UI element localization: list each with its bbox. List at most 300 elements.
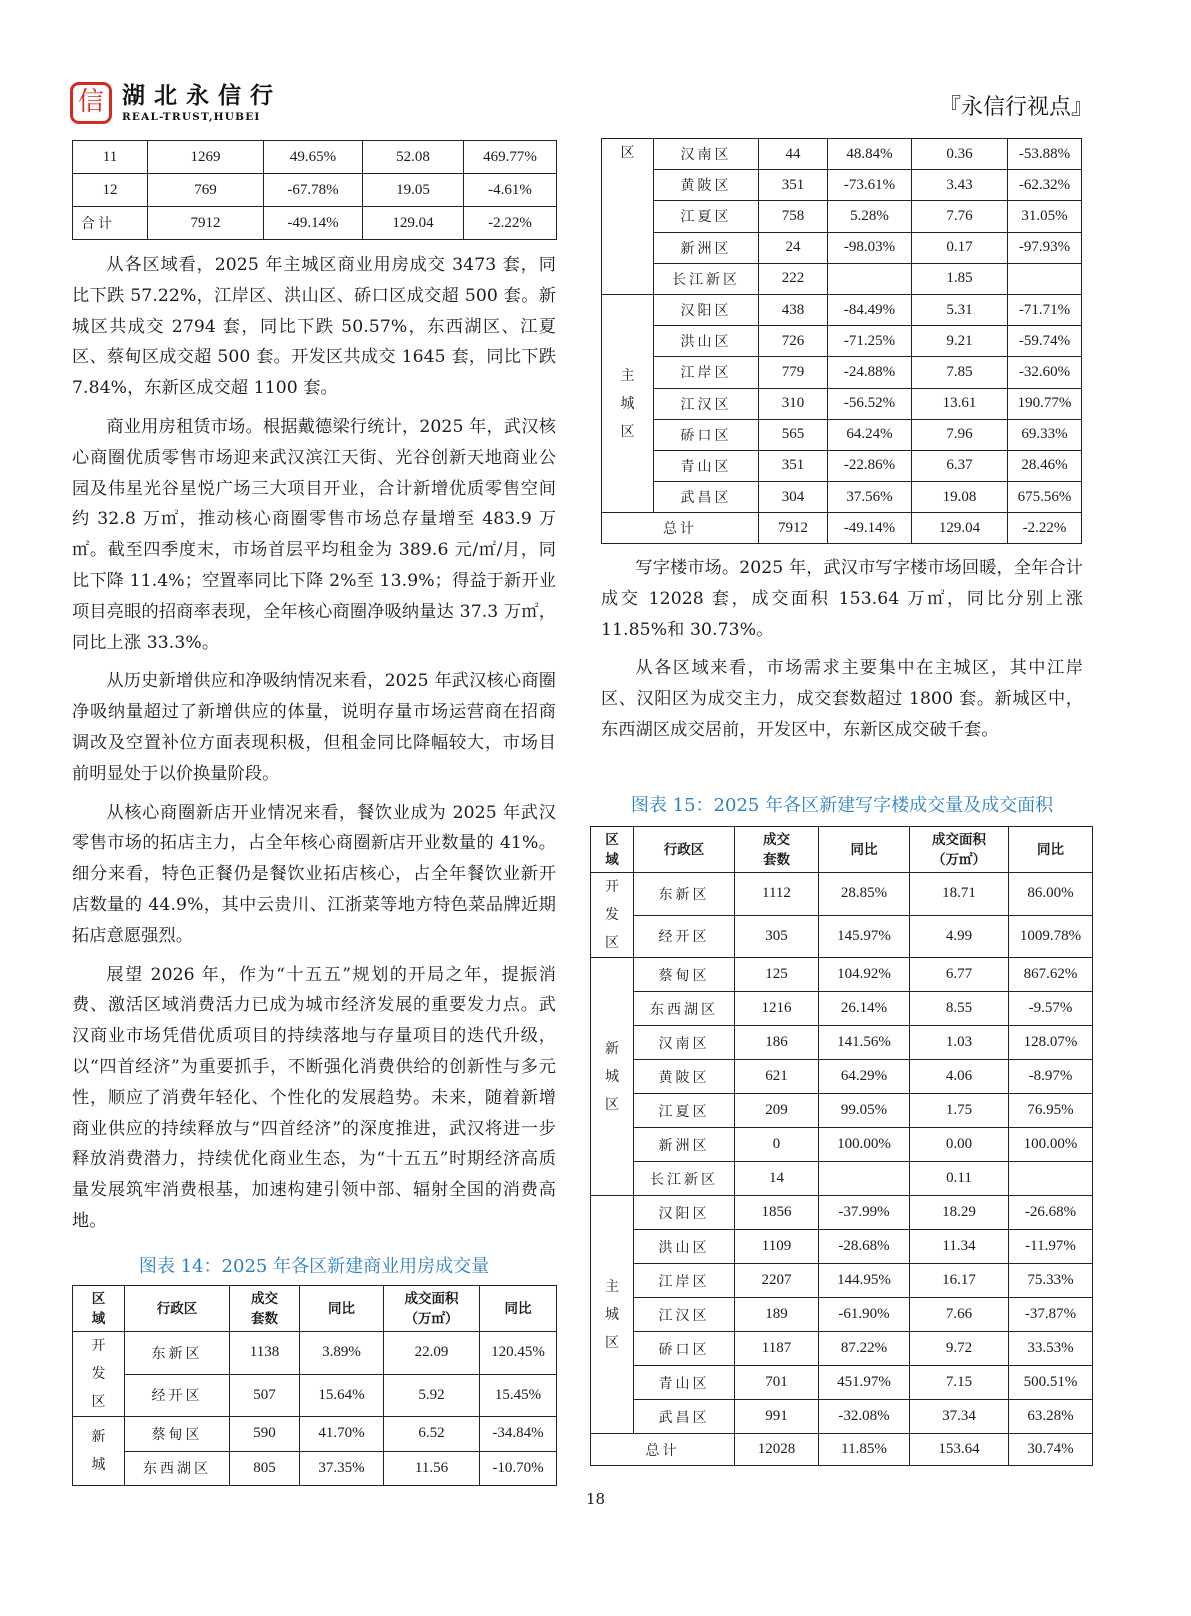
district-header — [125, 1286, 230, 1332]
value-cell: 16.17 — [910, 1264, 1009, 1298]
value-cell: 15.45% — [480, 1374, 557, 1417]
value-cell: 19.05 — [363, 174, 464, 207]
value-cell: 451.97% — [819, 1366, 910, 1400]
value-cell: 5.92 — [384, 1374, 480, 1417]
value-cell: 1138 — [230, 1332, 300, 1375]
header-row — [591, 827, 1093, 873]
logo-seal-icon: 信 — [70, 82, 112, 124]
table15 — [590, 826, 1093, 1466]
total-value: 12028 — [735, 1434, 819, 1466]
month-cell: 12 — [73, 174, 148, 207]
value-cell: 1269 — [148, 141, 264, 174]
table-row — [591, 992, 1093, 1026]
district-cell: 汉阳区 — [634, 1196, 735, 1230]
table-row — [591, 1298, 1093, 1332]
district-cell: 江夏区 — [654, 201, 759, 232]
value-cell: -9.57% — [1009, 992, 1093, 1026]
table-row — [73, 1332, 557, 1375]
district-cell: 长江新区 — [634, 1162, 735, 1196]
table-row — [602, 450, 1082, 481]
body-paragraph: 写字楼市场。2025 年，武汉市写字楼市场回暖，全年合计成交 12028 套，成交面积 153.64 万㎡，同比分别上涨 11.85%和 30.73%。 — [601, 558, 1083, 640]
value-cell: -56.52% — [828, 388, 912, 419]
district-cell: 新洲区 — [654, 232, 759, 263]
value-cell: 7.66 — [910, 1298, 1009, 1332]
value-cell: 125 — [735, 958, 819, 992]
value-cell: -71.25% — [828, 326, 912, 357]
region-header-line: 域 — [91, 1310, 106, 1327]
district-cell: 洪山区 — [634, 1230, 735, 1264]
value-cell: 0.00 — [910, 1128, 1009, 1162]
value-cell: 141.56% — [819, 1026, 910, 1060]
table-row — [591, 873, 1093, 916]
value-cell: 11.34 — [910, 1230, 1009, 1264]
value-cell: -37.87% — [1009, 1298, 1093, 1332]
value-cell: 189 — [735, 1298, 819, 1332]
area-header-line: 成交面积 — [932, 831, 986, 848]
region-char: 区 — [91, 1394, 106, 1410]
table-row — [591, 1366, 1093, 1400]
value-cell: 31.05% — [1008, 201, 1082, 232]
table-row — [73, 1451, 557, 1486]
table-row — [602, 232, 1082, 263]
value-cell: 18.29 — [910, 1196, 1009, 1230]
district-cell: 青山区 — [654, 450, 759, 481]
table-row — [591, 1400, 1093, 1434]
value-cell: 186 — [735, 1026, 819, 1060]
area-header — [384, 1286, 480, 1332]
district-cell: 黄陂区 — [634, 1060, 735, 1094]
value-cell: 37.56% — [828, 482, 912, 513]
value-cell: 44 — [759, 139, 828, 170]
table-row — [602, 419, 1082, 450]
table-row — [591, 958, 1093, 992]
units-header-line: 成交 — [763, 831, 790, 848]
value-cell: 3.43 — [912, 170, 1008, 201]
value-cell: 1216 — [735, 992, 819, 1026]
table-row — [591, 1196, 1093, 1230]
region-cell — [602, 139, 654, 295]
table14-part2 — [601, 138, 1082, 544]
district-cell: 武昌区 — [654, 482, 759, 513]
value-cell: -24.88% — [828, 357, 912, 388]
area-header-line: （万㎡） — [932, 851, 986, 868]
value-cell: 41.70% — [300, 1417, 384, 1452]
value-cell: 9.21 — [912, 326, 1008, 357]
monthly-continuation-table — [72, 140, 557, 240]
units-header-line: 成交 — [251, 1290, 278, 1307]
table-row — [602, 263, 1082, 294]
value-cell: 64.29% — [819, 1060, 910, 1094]
region-char: 城 — [620, 395, 635, 412]
value-cell: 129.04 — [363, 207, 464, 240]
value-cell: 0 — [735, 1128, 819, 1162]
value-cell: -32.60% — [1008, 357, 1082, 388]
body-paragraph: 从各区域看，2025 年主城区商业用房成交 3473 套，同比下跌 57.22%，江岸区、洪山区、硚口区成交超 500 套。新城区共成交 2794 套，同比下跌 50.57%，东西湖区、江夏区、蔡甸区成交超 500 套。开发区共成交 1645 套，同比下跌 7.84%，东新区成交超 1100 套。 — [72, 255, 556, 399]
value-cell: 1.75 — [910, 1094, 1009, 1128]
value-cell: 0.17 — [912, 232, 1008, 263]
value-cell: 120.45% — [480, 1332, 557, 1375]
region-char: 发 — [91, 1366, 106, 1382]
logo-chinese-name: 湖北永信行 — [122, 83, 282, 109]
value-cell: 37.35% — [300, 1451, 384, 1486]
logo-english-name: REAL-TRUST,HUBEI — [122, 111, 261, 123]
region-cell — [591, 1196, 634, 1434]
value-cell: 190.77% — [1008, 388, 1082, 419]
district-cell: 江汉区 — [634, 1298, 735, 1332]
value-cell: -97.93% — [1008, 232, 1082, 263]
value-cell: 769 — [148, 174, 264, 207]
yoy2-header-text: 同比 — [504, 1300, 532, 1317]
table-row — [591, 1264, 1093, 1298]
value-cell: 4.06 — [910, 1060, 1009, 1094]
value-cell: -28.68% — [819, 1230, 910, 1264]
region-char: 城 — [605, 1068, 619, 1085]
table-row — [73, 174, 557, 207]
value-cell: 128.07% — [1009, 1026, 1093, 1060]
district-cell: 蔡甸区 — [634, 958, 735, 992]
table-row — [73, 141, 557, 174]
company-logo — [70, 82, 300, 132]
region-char: 开 — [91, 1338, 106, 1354]
district-cell: 东新区 — [125, 1332, 230, 1375]
region-cell — [591, 958, 634, 1196]
yoy2-header — [480, 1286, 557, 1332]
district-cell: 黄陂区 — [654, 170, 759, 201]
value-cell: 33.53% — [1009, 1332, 1093, 1366]
value-cell: 13.61 — [912, 388, 1008, 419]
table-row — [73, 1374, 557, 1417]
value-cell: 7.15 — [910, 1366, 1009, 1400]
district-cell: 洪山区 — [654, 326, 759, 357]
region-char: 区 — [605, 1096, 619, 1113]
value-cell: 75.33% — [1009, 1264, 1093, 1298]
total-row — [602, 513, 1082, 544]
value-cell: -84.49% — [828, 294, 912, 325]
value-cell: -98.03% — [828, 232, 912, 263]
value-cell — [1009, 1162, 1093, 1196]
value-cell: -71.71% — [1008, 294, 1082, 325]
table-row — [591, 915, 1093, 958]
total-value: 7912 — [759, 513, 828, 544]
yoy-header — [819, 827, 910, 873]
value-cell: -34.84% — [480, 1417, 557, 1452]
value-cell: 7.85 — [912, 357, 1008, 388]
table-row — [602, 482, 1082, 513]
value-cell: 5.31 — [912, 294, 1008, 325]
value-cell: 726 — [759, 326, 828, 357]
body-paragraph: 从历史新增供应和净吸纳情况来看，2025 年武汉核心商圈净吸纳量超过了新增供应的体量，说明存量市场运营商在招商调改及空置补位方面表现积极，但租金同比降幅较大，市场目前明显处于以价换量阶段。 — [72, 671, 556, 784]
district-cell: 江岸区 — [654, 357, 759, 388]
total-label: 总计 — [591, 1434, 735, 1466]
total-value: -2.22% — [1008, 513, 1082, 544]
district-header — [634, 827, 735, 873]
value-cell: -22.86% — [828, 450, 912, 481]
value-cell: 565 — [759, 419, 828, 450]
value-cell: -2.22% — [464, 207, 557, 240]
table-row — [602, 201, 1082, 232]
district-cell: 东西湖区 — [125, 1451, 230, 1486]
region-char: 区 — [605, 1334, 619, 1351]
value-cell: -61.90% — [819, 1298, 910, 1332]
region-header-line: 区 — [91, 1290, 106, 1307]
table-row — [602, 294, 1082, 325]
district-cell: 汉阳区 — [654, 294, 759, 325]
region-cell — [591, 873, 634, 958]
value-cell: 991 — [735, 1400, 819, 1434]
month-cell: 11 — [73, 141, 148, 174]
value-cell: 5.28% — [828, 201, 912, 232]
value-cell: 1112 — [735, 873, 819, 916]
yoy2-header-text: 同比 — [1037, 841, 1064, 858]
value-cell: 104.92% — [819, 958, 910, 992]
table-row — [591, 1094, 1093, 1128]
region-char: 新 — [91, 1429, 106, 1445]
total-label: 总计 — [602, 513, 759, 544]
district-cell: 东新区 — [634, 873, 735, 916]
value-cell: 1856 — [735, 1196, 819, 1230]
region-char: 城 — [91, 1457, 106, 1473]
table14-part1 — [72, 1285, 557, 1486]
value-cell: -8.97% — [1009, 1060, 1093, 1094]
value-cell: 7912 — [148, 207, 264, 240]
value-cell: 15.64% — [300, 1374, 384, 1417]
value-cell: 805 — [230, 1451, 300, 1486]
value-cell: -4.61% — [464, 174, 557, 207]
region-header-line: 域 — [605, 851, 619, 868]
value-cell: -53.88% — [1008, 139, 1082, 170]
region-cell — [73, 1417, 125, 1486]
page-number: 18 — [585, 1490, 606, 1508]
region-char: 区 — [620, 423, 635, 440]
value-cell: 99.05% — [819, 1094, 910, 1128]
value-cell: 48.84% — [828, 139, 912, 170]
region-char: 区 — [605, 935, 619, 951]
value-cell: 1.03 — [910, 1026, 1009, 1060]
area-header — [910, 827, 1009, 873]
yoy-header — [300, 1286, 384, 1332]
district-cell: 经开区 — [634, 915, 735, 958]
value-cell: 507 — [230, 1374, 300, 1417]
yoy2-header — [1009, 827, 1093, 873]
value-cell — [819, 1162, 910, 1196]
district-cell: 汉南区 — [654, 139, 759, 170]
table-row — [73, 1417, 557, 1452]
body-paragraph: 从各区域来看，市场需求主要集中在主城区，其中江岸区、汉阳区为成交主力，成交套数超过 1800 套。新城区中，东西湖区成交居前，开发区中，东新区成交破千套。 — [601, 658, 1083, 740]
region-cell — [73, 1332, 125, 1417]
district-cell: 汉南区 — [634, 1026, 735, 1060]
value-cell: 438 — [759, 294, 828, 325]
table15-caption: 图表 15：2025 年各区新建写字楼成交量及成交面积 — [630, 795, 1054, 816]
table-row — [602, 357, 1082, 388]
region-char: 主 — [620, 367, 635, 384]
value-cell: 24 — [759, 232, 828, 263]
value-cell — [1008, 263, 1082, 294]
value-cell: 310 — [759, 388, 828, 419]
district-cell: 江汉区 — [654, 388, 759, 419]
value-cell: 28.85% — [819, 873, 910, 916]
value-cell: 49.65% — [264, 141, 363, 174]
value-cell: 64.24% — [828, 419, 912, 450]
table-row — [73, 207, 557, 240]
value-cell: 7.96 — [912, 419, 1008, 450]
value-cell: 28.46% — [1008, 450, 1082, 481]
total-value: -49.14% — [828, 513, 912, 544]
yoy-header-text: 同比 — [328, 1300, 355, 1317]
value-cell: 37.34 — [910, 1400, 1009, 1434]
value-cell: 145.97% — [819, 915, 910, 958]
region-char: 发 — [605, 907, 619, 923]
value-cell: 351 — [759, 170, 828, 201]
value-cell: 1009.78% — [1009, 915, 1093, 958]
value-cell: -49.14% — [264, 207, 363, 240]
value-cell: 52.08 — [363, 141, 464, 174]
value-cell: 63.28% — [1009, 1400, 1093, 1434]
value-cell: -32.08% — [819, 1400, 910, 1434]
district-cell: 蔡甸区 — [125, 1417, 230, 1452]
header-row — [73, 1286, 557, 1332]
total-value: 30.74% — [1009, 1434, 1093, 1466]
value-cell: 500.51% — [1009, 1366, 1093, 1400]
value-cell: 14 — [735, 1162, 819, 1196]
value-cell: 87.22% — [819, 1332, 910, 1366]
table-row — [591, 1162, 1093, 1196]
district-header-text: 行政区 — [156, 1300, 198, 1317]
units-header-line: 套数 — [251, 1310, 278, 1327]
district-cell: 武昌区 — [634, 1400, 735, 1434]
region-cell — [602, 294, 654, 512]
value-cell: 100.00% — [819, 1128, 910, 1162]
value-cell: 9.72 — [910, 1332, 1009, 1366]
units-header — [230, 1286, 300, 1332]
value-cell: 1109 — [735, 1230, 819, 1264]
region-char: 开 — [605, 879, 619, 895]
value-cell: 100.00% — [1009, 1128, 1093, 1162]
table-row — [591, 1230, 1093, 1264]
body-paragraph: 商业用房租赁市场。根据戴德梁行统计，2025 年，武汉核心商圈优质零售市场迎来武汉滨江天街、光谷创新天地商业公园及伟星光谷星悦广场三大项目开业，合计新增优质零售空间约 32.8 万㎡，推动核心商圈零售市场总存量增至 483.9 万㎡。截至四季度末，市场首层平均租金为 389.6 元/㎡/月，同比下降 11.4%；空置率同比下降 2%至 13.9%；得益于新开业项目亮眼的招商率表现，全年核心商圈净吸纳量达 37.3 万㎡，同比上涨 33.3%。 — [72, 416, 556, 653]
region-header-line: 区 — [605, 831, 619, 848]
table-row — [602, 139, 1082, 170]
value-cell: -37.99% — [819, 1196, 910, 1230]
value-cell: 76.95% — [1009, 1094, 1093, 1128]
value-cell: 6.77 — [910, 958, 1009, 992]
value-cell: 6.37 — [912, 450, 1008, 481]
left-column-text — [72, 250, 556, 1245]
section-title: 『永信行视点』 — [938, 95, 1093, 120]
table-row — [602, 388, 1082, 419]
district-cell: 长江新区 — [654, 263, 759, 294]
value-cell: -26.68% — [1009, 1196, 1093, 1230]
total-row — [591, 1434, 1093, 1466]
value-cell: -59.74% — [1008, 326, 1082, 357]
value-cell: 18.71 — [910, 873, 1009, 916]
right-column-text — [601, 553, 1083, 754]
district-cell: 东西湖区 — [634, 992, 735, 1026]
value-cell: 621 — [735, 1060, 819, 1094]
value-cell: 19.08 — [912, 482, 1008, 513]
value-cell: 0.36 — [912, 139, 1008, 170]
area-header-line: （万㎡） — [404, 1310, 459, 1327]
value-cell: 8.55 — [910, 992, 1009, 1026]
value-cell: 758 — [759, 201, 828, 232]
body-paragraph: 展望 2026 年，作为“十五五”规划的开局之年，提振消费、激活区域消费活力已成为城市经济发展的重要发力点。武汉商业市场凭借优质项目的持续落地与存量项目的迭代升级，以“四首经济”为重要抓手，不断强化消费供给的创新性与多元性，顺应了消费年轻化、个性化的发展趋势。未来，随着新增商业供应的持续释放与“四首经济”的深度推进，武汉将进一步释放消费潜力，持续优化商业生态，为“十五五”时期经济高质量发展筑牢消费根基，加速构建引领中部、辐射全国的消费高地。 — [72, 964, 556, 1231]
value-cell: 304 — [759, 482, 828, 513]
table-row — [602, 170, 1082, 201]
value-cell: -67.78% — [264, 174, 363, 207]
value-cell: 2207 — [735, 1264, 819, 1298]
table-row — [591, 1128, 1093, 1162]
body-paragraph: 从核心商圈新店开业情况来看，餐饮业成为 2025 年武汉零售市场的拓店主力，占全年核心商圈新店开业数量的 41%。细分来看，特色正餐仍是餐饮业拓店核心，占全年餐饮业新开店数量的 44.9%，其中云贵川、江浙菜等地方特色菜品牌近期拓店意愿强烈。 — [72, 802, 556, 946]
district-cell: 新洲区 — [634, 1128, 735, 1162]
region-char: 主 — [605, 1278, 619, 1295]
table-row — [591, 1060, 1093, 1094]
table14-caption: 图表 14：2025 年各区新建商业用房成交量 — [138, 1256, 490, 1277]
value-cell: 779 — [759, 357, 828, 388]
value-cell: 1.85 — [912, 263, 1008, 294]
value-cell: 1187 — [735, 1332, 819, 1366]
value-cell: -62.32% — [1008, 170, 1082, 201]
total-value: 11.85% — [819, 1434, 910, 1466]
area-header-line: 成交面积 — [404, 1290, 459, 1307]
yoy-header-text: 同比 — [850, 841, 878, 858]
value-cell: 222 — [759, 263, 828, 294]
value-cell: 469.77% — [464, 141, 557, 174]
table-row — [602, 326, 1082, 357]
district-cell: 硚口区 — [634, 1332, 735, 1366]
table-row — [591, 1332, 1093, 1366]
month-cell: 合计 — [73, 207, 148, 240]
region-char: 新 — [605, 1040, 619, 1057]
region-header — [591, 827, 634, 873]
value-cell: 3.89% — [300, 1332, 384, 1375]
value-cell: -73.61% — [828, 170, 912, 201]
value-cell — [828, 263, 912, 294]
total-value: 129.04 — [912, 513, 1008, 544]
value-cell: 69.33% — [1008, 419, 1082, 450]
value-cell: 351 — [759, 450, 828, 481]
district-header-text: 行政区 — [663, 841, 705, 858]
value-cell: 22.09 — [384, 1332, 480, 1375]
total-value: 153.64 — [910, 1434, 1009, 1466]
value-cell: 0.11 — [910, 1162, 1009, 1196]
units-header — [735, 827, 819, 873]
region-char: 区 — [620, 145, 635, 161]
value-cell: 26.14% — [819, 992, 910, 1026]
table-row — [591, 1026, 1093, 1060]
value-cell: 590 — [230, 1417, 300, 1452]
value-cell: 11.56 — [384, 1451, 480, 1486]
value-cell: -11.97% — [1009, 1230, 1093, 1264]
district-cell: 江岸区 — [634, 1264, 735, 1298]
value-cell: 6.52 — [384, 1417, 480, 1452]
region-header — [73, 1286, 125, 1332]
value-cell: 86.00% — [1009, 873, 1093, 916]
value-cell: 209 — [735, 1094, 819, 1128]
value-cell: 144.95% — [819, 1264, 910, 1298]
value-cell: 7.76 — [912, 201, 1008, 232]
district-cell: 青山区 — [634, 1366, 735, 1400]
units-header-line: 套数 — [763, 851, 790, 868]
district-cell: 经开区 — [125, 1374, 230, 1417]
district-cell: 硚口区 — [654, 419, 759, 450]
value-cell: 867.62% — [1009, 958, 1093, 992]
value-cell: 305 — [735, 915, 819, 958]
value-cell: -10.70% — [480, 1451, 557, 1486]
region-char: 城 — [605, 1306, 619, 1323]
district-cell: 江夏区 — [634, 1094, 735, 1128]
value-cell: 701 — [735, 1366, 819, 1400]
value-cell: 4.99 — [910, 915, 1009, 958]
value-cell: 675.56% — [1008, 482, 1082, 513]
